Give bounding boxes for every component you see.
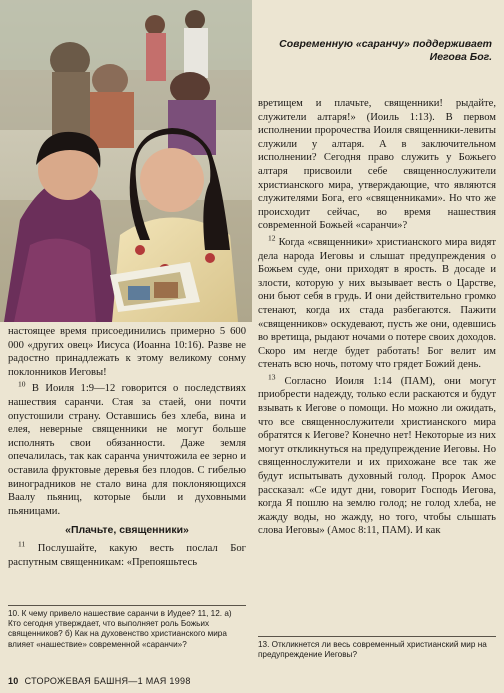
photo-illustration [0,0,252,322]
right-column [258,97,496,541]
caption-line-2: Иегова Бог. [429,51,492,63]
paragraph-text: Послушайте, какую весть послал Бог распутным священникам: «Препояшьтесь [8,542,246,568]
study-questions-right: 13. Откликнется ли весь современный христианский мир на предупреждение Иеговы? [258,636,496,660]
paragraph-number: 10 [18,379,26,389]
subheading: «Плачьте, священники» [65,524,189,537]
paragraph-number: 11 [18,539,26,549]
caption-line-1: Современную «саранчу» поддерживает [279,38,492,50]
paragraph-13 [258,372,496,538]
paragraph-continued: настоящее время присоединились примерно 5 600 000 «других овец» Иисуса (Иоанна 10:16). Разве не радостно принадлежать к этому великому сонму поклонников Иеговы! [8,326,246,378]
magazine-title-date: СТОРОЖЕВАЯ БАШНЯ—1 МАЯ 1998 [24,676,191,686]
study-questions-left: 10. К чему привело нашествие саранчи в Иудее? 11, 12. а) Кто сегодня утверждает, что выполняет роль Божьих священников? б) Как на духовенство христианского мира влияет «нашествие» современной «саранчи»? [8,605,246,650]
paragraph-text: В Иоиля 1:9—12 говорится о последствиях нашествия саранчи. Стая за стаей, они почти опустошили страну. Оставшись без хлеба, вина и елея, неверные священники не могут больше исполнять свои обязанности. Даже земля опечалилась, так как саранча уничтожила ее зерно и оставила фруктовые деревья без плодов. С гибелью виноградников не стало вина для поклоняющихся Ваалу пьяниц, которые были и духовными пьяницами. [8,383,246,517]
paragraph-continued: вретищем и плачьте, священники! рыдайте, служители алтаря!» (Иоиль 1:13). В первом исполнении пророчества Иоиля священники-левиты служили у алтаря. А в заключительном исполнении? Сегодня право служить у Божьего алтаря присвоили себе священнослужители христианского мира, утверждающие, что являются служителями Бога, его «священниками». Но что же происходит сейчас, во время нашествия современной Божьей «саранчи»? [258,98,496,232]
page-footer [8,676,191,686]
photo-graphic [0,0,252,322]
photo-caption [264,38,492,64]
page-number: 10 [8,676,19,686]
paragraph-10 [8,379,246,518]
paragraph-number: 13 [268,372,276,382]
paragraph-12 [258,233,497,372]
paragraph-text: Когда «священники» христианского мира видят дела народа Иеговы и слышат предупреждения о Божьем суде, они приходят в ярость. В досаде и злости, которую у них вызывает весть о Царстве, они бьют себя в грудь. И они действительно громко стенают, когда их стада разбегаются. Пажити «священников» оскудевают, пусть же они, одевшись во вретища, рыдают ночами о потере своих доходов. Скоро им негде будет работать! Бог велит им стенать всю ночь, потому что грядет Божий день. [258,236,497,371]
paragraph-11 [8,539,246,569]
left-column [8,325,246,572]
paragraph-text: Согласно Иоиля 1:14 (ПАМ), они могут приобрести надежду, только если раскаются и будут взывать к Иегове о помощи. Но можно ли ожидать, что все священнослужители христианского мира обратятся к Иегове? Конечно нет! Некоторые из них могут откликнуться на предупреждение Иеговы. Но священнослужители и их прихожане все так же будут испытывать духовный голод. Пророк Амос рассказал: «Се идут дни, говорит Господь Иегова, когда Я пошлю на землю голод; не голод хлеба, не жажду воды, но жажду, но того, чтобы слышать слова Иеговы» (Амос 8:11, ПАМ). И как [258,375,496,537]
paragraph-number: 12 [268,233,276,243]
